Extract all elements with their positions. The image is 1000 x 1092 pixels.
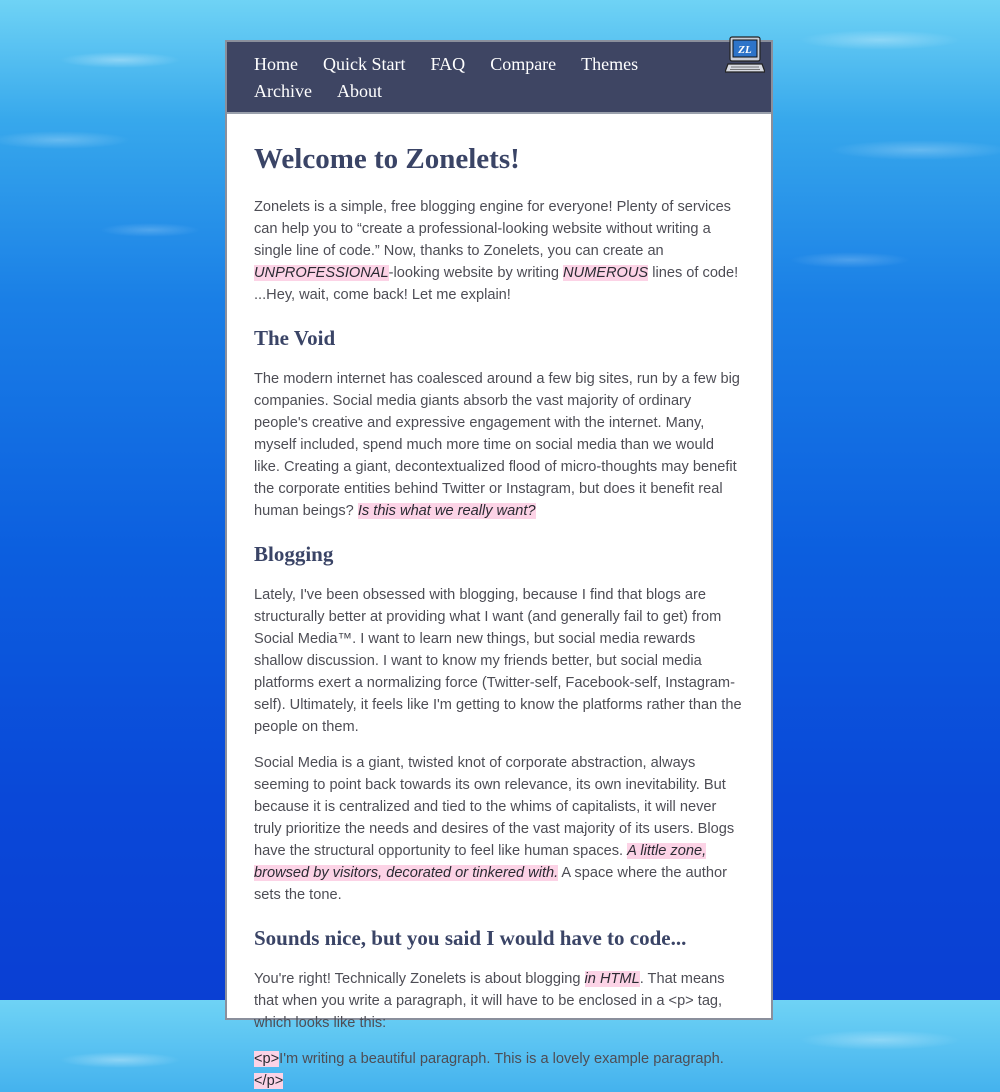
void-highlight: Is this what we really want? [357,503,536,519]
blogging2-text-2: A space where the author sets the tone. [254,865,727,903]
example-close-tag: </p> [254,1073,284,1089]
logo-text: ZL [738,44,752,56]
intro-highlight-numerous: NUMEROUS [563,265,649,281]
nav-faq-link[interactable]: FAQ [430,54,466,74]
intro-highlight-unprofessional: UNPROFESSIONAL [254,265,389,281]
top-navigation [227,42,771,114]
intro-text-3: lines of code! ...Hey, wait, come back! Let me explain! [254,265,739,303]
main-content [227,142,771,1092]
void-heading: The Void [254,326,336,350]
void-text: The modern internet has coalesced around a few big sites, run by a few big companies. Social media giants absorb the vast majority of ordinary people's creative and expressive engagement with the internet. Many, myself included, spend much more time on social media than we would like. Creating a giant, decontextualized flood of micro-thoughts may benefit the corporate entities behind Twitter or Instagram, but does it benefit real human beings? [254,371,740,519]
blogging2-highlight: A little zone, browsed by visitors, decorated or tinkered with. [254,843,707,881]
code-heading: Sounds nice, but you said I would have to code... [254,926,687,950]
code-text-1: You're right! Technically Zonelets is about blogging [254,971,585,987]
blogging-paragraph-1: Lately, I've been obsessed with blogging, because I find that blogs are structurally better at providing what I want (and generally fail to get) from Social Media™. I want to learn new things, but social media rewards shallow discussion. I want to know my friends better, but social media platforms exert a normalizing force (Twitter-self, Facebook-self, Instagram-self). Ultimately, it feels like I'm getting to know the platforms rather than the people on them. [254,587,742,735]
code-paragraph [254,968,742,1034]
intro-text-1: Zonelets is a simple, free blogging engine for everyone! Plenty of services can help you to “create a professional-looking website without writing a single line of code.” Now, thanks to Zonelets, you can create an [254,199,731,259]
nav-compare-link[interactable]: Compare [490,54,557,74]
example-code-paragraph [254,1048,742,1092]
page-title: Welcome to Zonelets! [254,143,520,175]
blogging-heading: Blogging [254,542,334,566]
intro-paragraph [254,196,742,306]
code-highlight: in HTML [584,971,640,987]
nav-home-link[interactable]: Home [254,54,298,74]
nav-quick-start-link[interactable]: Quick Start [323,54,406,74]
blogging2-text-1: Social Media is a giant, twisted knot of corporate abstraction, always seeming to point back towards its own relevance, its own inevitability. But because it is centralized and tied to the whims of capitalists, it will never truly prioritize the needs and desires of the vast majority of its users. Blogs have the structural opportunity to feel like human spaces. [254,755,735,859]
nav-links [254,51,711,105]
blogging-paragraph-2 [254,752,742,906]
nav-archive-link[interactable]: Archive [254,81,312,101]
nav-themes-link[interactable]: Themes [581,54,639,74]
void-paragraph [254,368,742,522]
nav-about-link[interactable]: About [336,81,382,101]
example-open-tag: <p> [254,1051,280,1067]
intro-text-2: -looking website by writing [388,265,564,281]
code-text-2: . That means that when you write a paragraph, it will have to be enclosed in a <p> tag, which looks like this: [254,971,725,1031]
example-text: I'm writing a beautiful paragraph. This is a lovely example paragraph. [279,1051,724,1067]
zonelets-computer-logo-icon[interactable] [725,36,765,74]
page-container [225,40,773,1089]
